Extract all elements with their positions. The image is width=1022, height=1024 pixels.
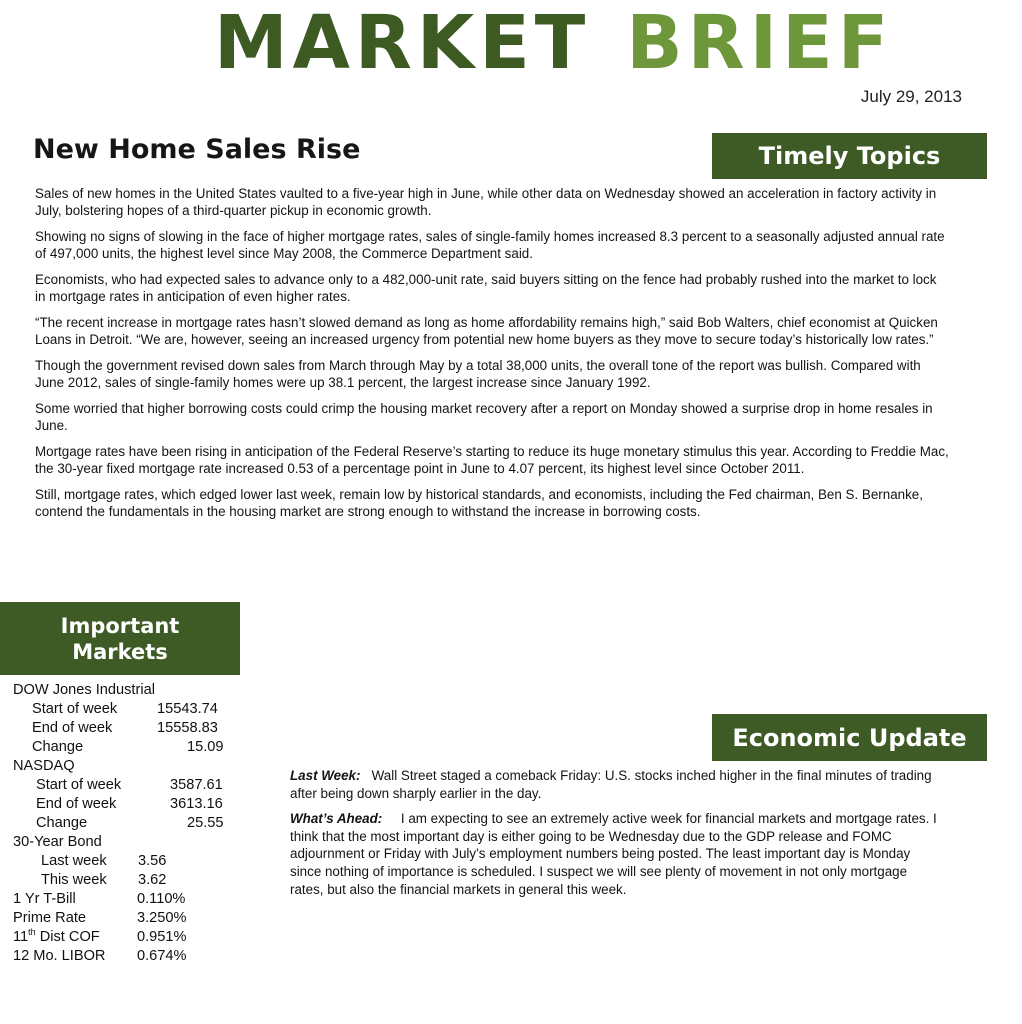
whats-ahead-label: What’s Ahead:: [290, 811, 383, 827]
article-paragraph: Still, mortgage rates, which edged lower last week, remain low by historical standards, and economists, including the Fed chairman, Ben S. Bernanke, contend the fundamentals in the housing market are strong enough to withstand the increase in borrowing costs.: [35, 487, 923, 519]
important-markets-header: [0, 602, 240, 675]
bond-last-label: Last week: [41, 853, 107, 869]
bond-last-value: 3.56: [138, 853, 167, 869]
cof-label: [13, 928, 100, 947]
article-paragraph: Sales of new homes in the United States vaulted to a five-year high in June, while other data on Wednesday showed an acceleration in factory activity in July, bolstering hopes of a third-quarter pickup in economic growth.: [35, 186, 937, 218]
article-paragraph: Economists, who had expected sales to advance only to a 482,000-unit rate, said buyers sitting on the fence had probably rushed into the market to lock in mortgage rates in anticipation of even higher rates.: [35, 272, 937, 304]
economic-update-header: [712, 714, 987, 761]
masthead-brief: BRIEF: [626, 0, 894, 86]
article-body: [35, 185, 950, 529]
dow-change-label: Change: [32, 739, 84, 755]
nasdaq-start-row: [13, 776, 243, 795]
cof-label-text: Dist COF: [35, 929, 100, 945]
dow-label: DOW Jones Industrial: [13, 682, 155, 698]
bond-this-row: [13, 871, 243, 890]
bond-label: 30-Year Bond: [13, 834, 102, 850]
nasdaq-start-label: Start of week: [36, 777, 122, 793]
dow-start-value: 15543.74: [157, 701, 218, 717]
important-markets-label-line1: Important: [60, 613, 180, 638]
nasdaq-label: NASDAQ: [13, 758, 75, 774]
economic-update-label: Economic Update: [732, 723, 967, 752]
timely-topics-header: [712, 133, 987, 179]
timely-topics-label: Timely Topics: [758, 142, 941, 170]
nasdaq-change-label: Change: [36, 815, 88, 831]
dow-heading-row: [13, 681, 243, 700]
last-week-paragraph: [290, 767, 940, 802]
dow-end-label: End of week: [32, 720, 113, 736]
tbill-row: [13, 890, 243, 909]
dow-start-label: Start of week: [32, 701, 118, 717]
masthead-market: MARKET: [214, 0, 591, 86]
tbill-label: 1 Yr T-Bill: [13, 891, 76, 907]
economic-update-body: [290, 767, 940, 906]
article-paragraph: Though the government revised down sales from March through May by a total 38,000 units, the overall tone of the report was bullish. Compared with June 2012, sales of single-family homes were up 38.1 percent, the largest increase since January 1992.: [35, 358, 921, 390]
dow-change-value: 15.09: [187, 739, 224, 755]
article-paragraph: Some worried that higher borrowing costs could crimp the housing market recovery after a report on Monday showed a surprise drop in home resales in June.: [35, 401, 933, 433]
tbill-value: 0.110%: [137, 891, 186, 907]
dow-end-row: [13, 719, 243, 738]
whats-ahead-paragraph: [290, 810, 940, 898]
libor-row: [13, 947, 243, 966]
dow-change-row: [13, 738, 243, 757]
nasdaq-change-value: 25.55: [187, 815, 224, 831]
article-paragraph: “The recent increase in mortgage rates hasn’t slowed demand as long as home affordability remains high,” said Bob Walters, chief economist at Quicken Loans in Detroit. “We are, however, seeing an increased urgency from potential new home buyers as they move to secure today’s historically low rates.”: [35, 315, 938, 347]
article-paragraph: Mortgage rates have been rising in anticipation of the Federal Reserve’s starting to reduce its huge monetary stimulus this year. According to Freddie Mac, the 30-year fixed mortgage rate increased 0.53 of a percentage point in June to 4.07 percent, its highest level since October 2011.: [35, 444, 949, 476]
nasdaq-end-row: [13, 795, 243, 814]
cof-label-number: 11: [13, 929, 29, 945]
bond-this-label: This week: [41, 872, 107, 888]
dow-end-value: 15558.83: [157, 720, 218, 736]
prime-value: 3.250%: [137, 910, 187, 926]
last-week-label: Last Week:: [290, 768, 361, 783]
cof-label-suffix: th: [28, 927, 36, 938]
last-week-text: Wall Street staged a comeback Friday: U.S. stocks inched higher in the final minutes of trading after being down sharply earlier in the day.: [290, 768, 932, 801]
cof-value: 0.951%: [137, 929, 187, 945]
cof-row: [13, 928, 243, 947]
nasdaq-change-row: [13, 814, 243, 833]
bond-last-row: [13, 852, 243, 871]
article-title: New Home Sales Rise: [33, 134, 361, 165]
dow-start-row: [13, 700, 243, 719]
article-paragraph: Showing no signs of slowing in the face of higher mortgage rates, sales of single-family homes increased 8.3 percent to a seasonally adjusted annual rate of 497,000 units, the highest level since May 2008, the Commerce Department said.: [35, 229, 945, 261]
masthead-title: [214, 0, 893, 86]
prime-label: Prime Rate: [13, 910, 86, 926]
libor-label: 12 Mo. LIBOR: [13, 948, 106, 964]
markets-table: [13, 681, 243, 966]
nasdaq-end-label: End of week: [36, 796, 117, 812]
nasdaq-start-value: 3587.61: [170, 777, 223, 793]
issue-date: July 29, 2013: [860, 87, 962, 106]
nasdaq-heading-row: [13, 757, 243, 776]
prime-row: [13, 909, 243, 928]
important-markets-label-line2: Markets: [72, 639, 168, 664]
nasdaq-end-value: 3613.16: [170, 796, 223, 812]
libor-value: 0.674%: [137, 948, 187, 964]
bond-this-value: 3.62: [138, 872, 167, 888]
bond-heading-row: [13, 833, 243, 852]
whats-ahead-text: I am expecting to see an extremely active week for financial markets and mortgage rates. I think that the most important day is either going to be Wednesday due to the GDP release and FOMC adjournment or Friday with July’s employment numbers being posted. The least important day is Monday since nothing of importance is scheduled. I suspect we will see plenty of movement in not only mortgage rates, but also the financial markets in general this week.: [290, 811, 937, 897]
